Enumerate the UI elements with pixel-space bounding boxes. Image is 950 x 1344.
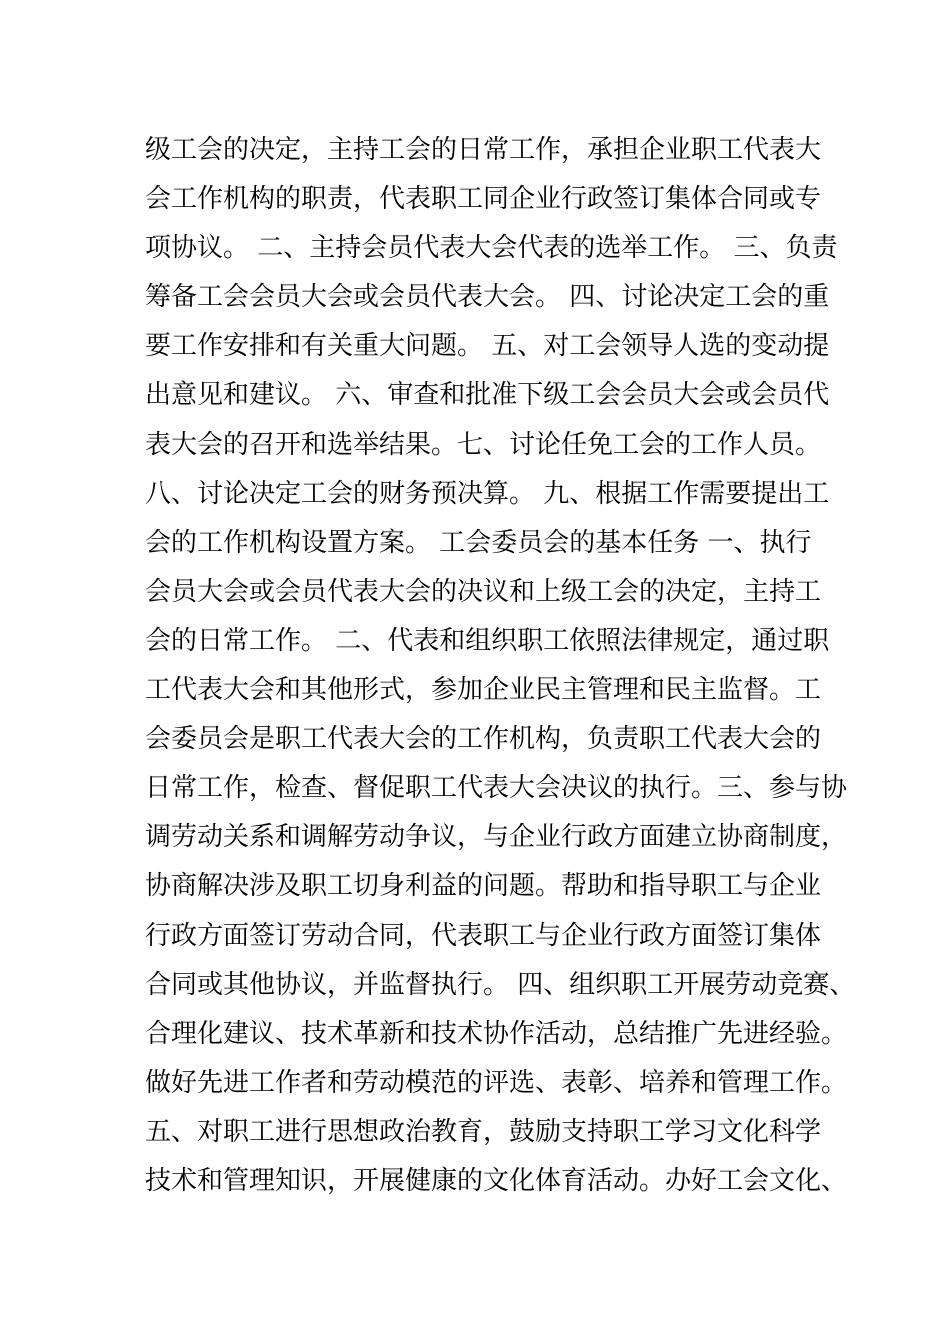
text-line: 协商解决涉及职工切身利益的问题。帮助和指导职工与企业: [145, 871, 822, 902]
text-line: 合理化建议、技术革新和技术协作活动，总结推广先进经验。: [145, 1018, 848, 1049]
text-line: 会员大会或会员代表大会的决议和上级工会的决定，主持工: [145, 576, 822, 607]
text-line: 五、对职工进行思想政治教育，鼓励支持职工学习文化科学: [145, 1116, 822, 1147]
text-line: 调劳动关系和调解劳动争议，与企业行政方面建立协商制度，: [145, 822, 848, 853]
text-line: 工代表大会和其他形式，参加企业民主管理和民主监督。工: [145, 675, 822, 706]
text-line: 项协议。 二、主持会员代表大会代表的选举工作。 三、负责: [145, 233, 838, 264]
text-line: 出意见和建议。 六、审查和批准下级工会会员大会或会员代: [145, 380, 830, 411]
text-line: 日常工作，检查、督促职工代表大会决议的执行。三、参与协: [145, 773, 848, 804]
text-line: 级工会的决定，主持工会的日常工作，承担企业职工代表大: [145, 135, 822, 165]
text-line: 技术和管理知识，开展健康的文化体育活动。办好工会文化、: [145, 1165, 848, 1196]
text-line: 筹备工会会员大会或会员代表大会。 四、讨论决定工会的重: [145, 282, 830, 313]
text-line: 会工作机构的职责，代表职工同企业行政签订集体合同或专: [145, 184, 822, 215]
text-line: 做好先进工作者和劳动模范的评选、表彰、培养和管理工作。: [145, 1067, 848, 1098]
text-line: 会的日常工作。 二、代表和组织职工依照法律规定，通过职: [145, 625, 830, 656]
text-line: 会的工作机构设置方案。 工会委员会的基本任务 一、执行: [145, 527, 812, 558]
text-line: 八、讨论决定工会的财务预决算。 九、根据工作需要提出工: [145, 478, 830, 509]
text-line: 要工作安排和有关重大问题。 五、对工会领导人选的变动提: [145, 331, 830, 362]
body-text: [145, 126, 856, 1206]
text-line: 表大会的召开和选举结果。七、讨论任免工会的工作人员。: [145, 429, 822, 460]
text-line: 会委员会是职工代表大会的工作机构，负责职工代表大会的: [145, 724, 822, 755]
text-line: 合同或其他协议，并监督执行。 四、组织职工开展劳动竞赛、: [145, 969, 856, 1000]
text-line: 行政方面签订劳动合同，代表职工与企业行政方面签订集体: [145, 920, 822, 951]
